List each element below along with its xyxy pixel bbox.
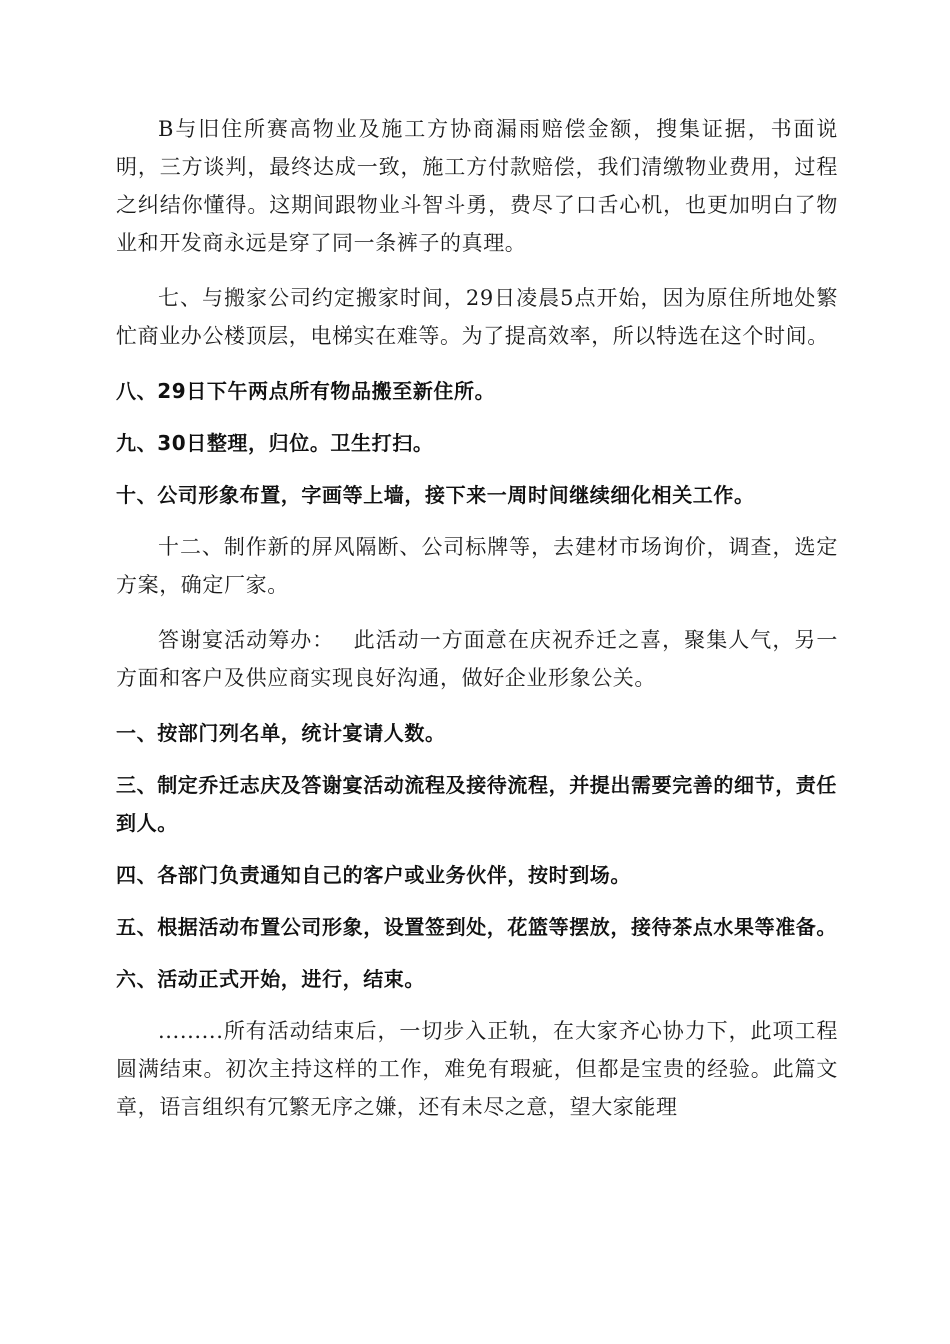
paragraph-step-10: 十、公司形象布置，字画等上墙，接下来一周时间继续细化相关工作。 xyxy=(116,483,755,507)
paragraph-step-9: 九、30日整理，归位。卫生打扫。 xyxy=(116,431,434,455)
paragraph-step-7: 七、与搬家公司约定搬家时间，29日凌晨5点开始，因为原住所地处繁忙商业办公楼顶层，电梯实在难等。为了提高效率，所以特选在这个时间。 xyxy=(116,286,838,348)
paragraph-leak-compensation: B与旧住所赛高物业及施工方协商漏雨赔偿金额，搜集证据，书面说明，三方谈判，最终达成一致，施工方付款赔偿，我们清缴物业费用，过程之纠结你懂得。这期间跟物业斗智斗勇，费尽了口舌心机，也更加明白了物业和开发商永远是穿了同一条裤子的真理。 xyxy=(116,117,838,255)
paragraph-conclusion: .........所有活动结束后，一切步入正轨，在大家齐心协力下，此项工程圆满结束。初次主持这样的工作，难免有瑕疵，但都是宝贵的经验。此篇文章，语言组织有冗繁无序之嫌，还有未尽之意，望大家能理 xyxy=(116,1019,838,1119)
document-body xyxy=(116,110,838,1143)
paragraph-step-12: 十二、制作新的屏风隔断、公司标牌等，去建材市场询价，调查，选定方案，确定厂家。 xyxy=(116,535,838,597)
paragraph-banquet-step-3: 三、制定乔迁志庆及答谢宴活动流程及接待流程，并提出需要完善的细节，责任到人。 xyxy=(116,773,837,835)
paragraph-banquet-intro: 答谢宴活动筹办： 此活动一方面意在庆祝乔迁之喜，聚集人气，另一方面和客户及供应商实现良好沟通，做好企业形象公关。 xyxy=(116,628,838,690)
paragraph-banquet-step-4: 四、各部门负责通知自己的客户或业务伙伴，按时到场。 xyxy=(116,863,631,887)
paragraph-banquet-step-5: 五、根据活动布置公司形象，设置签到处，花篮等摆放，接待茶点水果等准备。 xyxy=(116,915,837,939)
paragraph-banquet-step-1: 一、按部门列名单，统计宴请人数。 xyxy=(116,721,446,745)
paragraph-step-8: 八、29日下午两点所有物品搬至新住所。 xyxy=(116,379,496,403)
paragraph-banquet-step-6: 六、活动正式开始，进行，结束。 xyxy=(116,967,425,991)
